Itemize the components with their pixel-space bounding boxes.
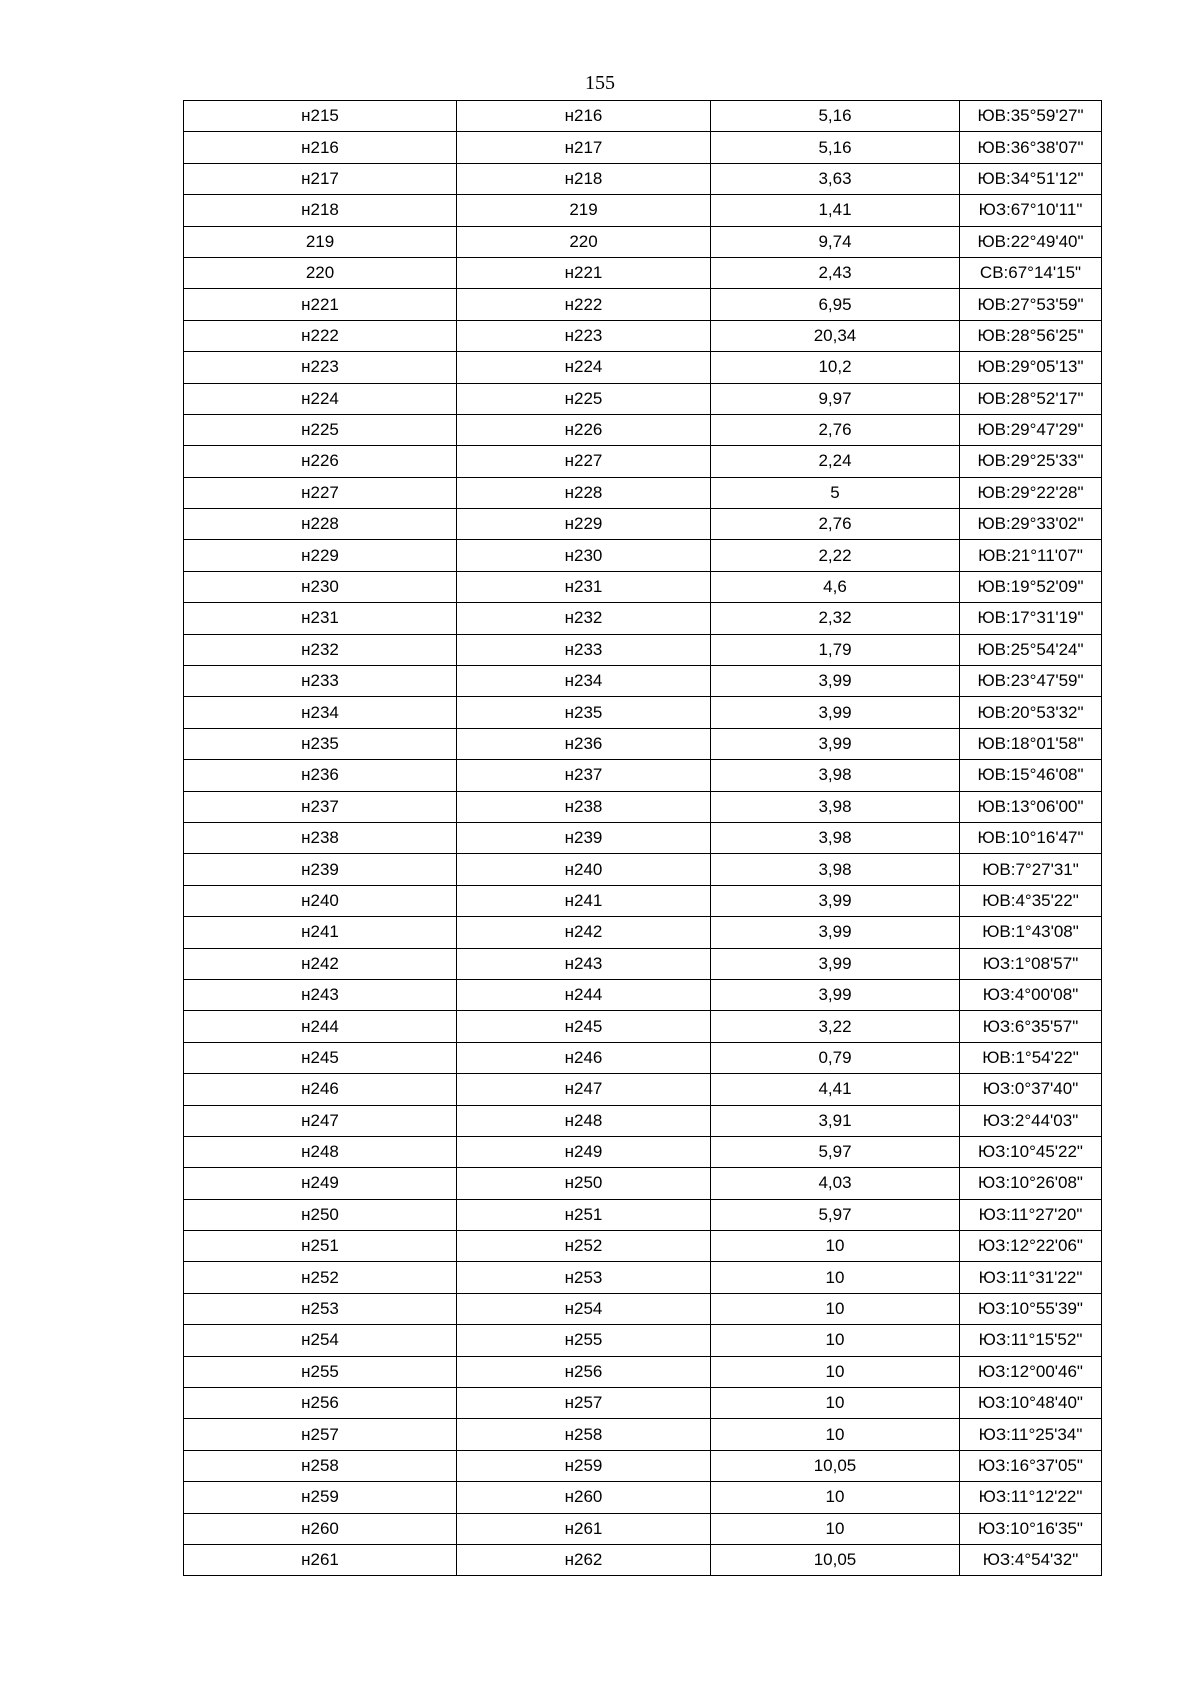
point-to-cell: н254 (457, 1293, 711, 1324)
point-to-cell: н224 (457, 352, 711, 383)
table-row (184, 697, 1102, 728)
point-to-cell: н256 (457, 1356, 711, 1387)
point-to-cell: н226 (457, 414, 711, 445)
table-row (184, 446, 1102, 477)
distance-cell: 4,6 (711, 571, 960, 602)
table-row (184, 1419, 1102, 1450)
table-row (184, 1168, 1102, 1199)
point-to-cell: н249 (457, 1136, 711, 1167)
boundary-table (183, 100, 1102, 1576)
table-row (184, 414, 1102, 445)
bearing-cell: ЮЗ:11°31'22" (960, 1262, 1102, 1293)
distance-cell: 9,97 (711, 383, 960, 414)
point-from-cell: н260 (184, 1513, 457, 1544)
point-from-cell: н256 (184, 1388, 457, 1419)
table-row (184, 289, 1102, 320)
point-from-cell: н227 (184, 477, 457, 508)
distance-cell: 6,95 (711, 289, 960, 320)
bearing-cell: ЮЗ:0°37'40" (960, 1074, 1102, 1105)
table-row (184, 195, 1102, 226)
point-to-cell: н221 (457, 257, 711, 288)
bearing-cell: ЮВ:4°35'22" (960, 885, 1102, 916)
table-row (184, 101, 1102, 132)
point-from-cell: н239 (184, 854, 457, 885)
distance-cell: 9,74 (711, 226, 960, 257)
distance-cell: 3,98 (711, 854, 960, 885)
table-row (184, 163, 1102, 194)
distance-cell: 2,22 (711, 540, 960, 571)
point-from-cell: н229 (184, 540, 457, 571)
bearing-cell: ЮВ:29°22'28" (960, 477, 1102, 508)
point-from-cell: н224 (184, 383, 457, 414)
bearing-cell: ЮВ:25°54'24" (960, 634, 1102, 665)
table-row (184, 383, 1102, 414)
point-from-cell: н238 (184, 822, 457, 853)
table-row (184, 1325, 1102, 1356)
point-to-cell: н217 (457, 132, 711, 163)
point-from-cell: н249 (184, 1168, 457, 1199)
distance-cell: 10,2 (711, 352, 960, 383)
distance-cell: 10 (711, 1231, 960, 1262)
point-to-cell: н233 (457, 634, 711, 665)
point-from-cell: 219 (184, 226, 457, 257)
point-from-cell: н257 (184, 1419, 457, 1450)
point-to-cell: н258 (457, 1419, 711, 1450)
distance-cell: 3,98 (711, 760, 960, 791)
distance-cell: 5,97 (711, 1199, 960, 1230)
distance-cell: 3,99 (711, 885, 960, 916)
bearing-cell: ЮВ:28°56'25" (960, 320, 1102, 351)
point-to-cell: н262 (457, 1544, 711, 1575)
distance-cell: 3,63 (711, 163, 960, 194)
distance-cell: 2,76 (711, 414, 960, 445)
point-to-cell: н257 (457, 1388, 711, 1419)
bearing-cell: ЮВ:18°01'58" (960, 728, 1102, 759)
point-to-cell: н222 (457, 289, 711, 320)
bearing-cell: ЮВ:1°54'22" (960, 1042, 1102, 1073)
distance-cell: 4,03 (711, 1168, 960, 1199)
table-row (184, 132, 1102, 163)
distance-cell: 3,99 (711, 666, 960, 697)
point-from-cell: н253 (184, 1293, 457, 1324)
point-from-cell: н250 (184, 1199, 457, 1230)
point-to-cell: н236 (457, 728, 711, 759)
distance-cell: 10,05 (711, 1450, 960, 1481)
point-from-cell: н261 (184, 1544, 457, 1575)
point-from-cell: н237 (184, 791, 457, 822)
table-row (184, 509, 1102, 540)
point-to-cell: н227 (457, 446, 711, 477)
distance-cell: 2,24 (711, 446, 960, 477)
point-from-cell: н255 (184, 1356, 457, 1387)
point-from-cell: н217 (184, 163, 457, 194)
bearing-cell: ЮВ:21°11'07" (960, 540, 1102, 571)
bearing-cell: ЮЗ:12°22'06" (960, 1231, 1102, 1262)
point-from-cell: н223 (184, 352, 457, 383)
point-to-cell: н251 (457, 1199, 711, 1230)
distance-cell: 4,41 (711, 1074, 960, 1105)
table-row (184, 822, 1102, 853)
distance-cell: 10 (711, 1388, 960, 1419)
point-to-cell: н240 (457, 854, 711, 885)
table-row (184, 1544, 1102, 1575)
point-to-cell: н252 (457, 1231, 711, 1262)
bearing-cell: ЮЗ:10°45'22" (960, 1136, 1102, 1167)
table-row (184, 948, 1102, 979)
point-to-cell: н250 (457, 1168, 711, 1199)
point-from-cell: н242 (184, 948, 457, 979)
point-to-cell: н225 (457, 383, 711, 414)
table-row (184, 1450, 1102, 1481)
distance-cell: 3,22 (711, 1011, 960, 1042)
table-row (184, 226, 1102, 257)
distance-cell: 2,43 (711, 257, 960, 288)
point-from-cell: н225 (184, 414, 457, 445)
point-to-cell: н260 (457, 1482, 711, 1513)
point-from-cell: н221 (184, 289, 457, 320)
point-to-cell: н218 (457, 163, 711, 194)
table-row (184, 1388, 1102, 1419)
point-from-cell: н244 (184, 1011, 457, 1042)
point-to-cell: н231 (457, 571, 711, 602)
point-to-cell: н247 (457, 1074, 711, 1105)
point-to-cell: н243 (457, 948, 711, 979)
bearing-cell: ЮВ:10°16'47" (960, 822, 1102, 853)
bearing-cell: ЮЗ:11°27'20" (960, 1199, 1102, 1230)
table-row (184, 603, 1102, 634)
distance-cell: 1,41 (711, 195, 960, 226)
table-row (184, 1513, 1102, 1544)
table-row (184, 634, 1102, 665)
bearing-cell: ЮЗ:1°08'57" (960, 948, 1102, 979)
table-row (184, 760, 1102, 791)
table-row (184, 728, 1102, 759)
table-row (184, 1293, 1102, 1324)
point-from-cell: н254 (184, 1325, 457, 1356)
point-from-cell: н236 (184, 760, 457, 791)
point-from-cell: н243 (184, 979, 457, 1010)
distance-cell: 2,32 (711, 603, 960, 634)
bearing-cell: ЮВ:20°53'32" (960, 697, 1102, 728)
bearing-cell: ЮВ:35°59'27" (960, 101, 1102, 132)
point-to-cell: н248 (457, 1105, 711, 1136)
point-to-cell: н230 (457, 540, 711, 571)
distance-cell: 3,98 (711, 822, 960, 853)
point-to-cell: н242 (457, 917, 711, 948)
bearing-cell: ЮЗ:11°12'22" (960, 1482, 1102, 1513)
bearing-cell: ЮЗ:10°26'08" (960, 1168, 1102, 1199)
point-from-cell: н246 (184, 1074, 457, 1105)
bearing-cell: ЮЗ:10°48'40" (960, 1388, 1102, 1419)
point-to-cell: н223 (457, 320, 711, 351)
distance-cell: 3,91 (711, 1105, 960, 1136)
distance-cell: 3,99 (711, 948, 960, 979)
table-row (184, 854, 1102, 885)
table-row (184, 1105, 1102, 1136)
bearing-cell: ЮЗ:67°10'11" (960, 195, 1102, 226)
point-to-cell: н244 (457, 979, 711, 1010)
bearing-cell: ЮВ:19°52'09" (960, 571, 1102, 602)
point-from-cell: н226 (184, 446, 457, 477)
bearing-cell: ЮЗ:11°15'52" (960, 1325, 1102, 1356)
bearing-cell: ЮВ:7°27'31" (960, 854, 1102, 885)
distance-cell: 5,16 (711, 132, 960, 163)
point-to-cell: н261 (457, 1513, 711, 1544)
point-to-cell: 220 (457, 226, 711, 257)
bearing-cell: ЮВ:23°47'59" (960, 666, 1102, 697)
table-row (184, 257, 1102, 288)
point-from-cell: н215 (184, 101, 457, 132)
point-from-cell: н233 (184, 666, 457, 697)
table-row (184, 1074, 1102, 1105)
point-from-cell: н235 (184, 728, 457, 759)
bearing-cell: ЮВ:28°52'17" (960, 383, 1102, 414)
bearing-cell: ЮЗ:6°35'57" (960, 1011, 1102, 1042)
table-row (184, 917, 1102, 948)
point-to-cell: н255 (457, 1325, 711, 1356)
bearing-cell: ЮЗ:16°37'05" (960, 1450, 1102, 1481)
point-to-cell: н253 (457, 1262, 711, 1293)
table-row (184, 791, 1102, 822)
table-row (184, 1199, 1102, 1230)
point-to-cell: н235 (457, 697, 711, 728)
distance-cell: 3,99 (711, 728, 960, 759)
point-from-cell: н216 (184, 132, 457, 163)
point-from-cell: н222 (184, 320, 457, 351)
table-row (184, 1231, 1102, 1262)
table-row (184, 1136, 1102, 1167)
bearing-cell: ЮВ:36°38'07" (960, 132, 1102, 163)
table-row (184, 885, 1102, 916)
table-row (184, 666, 1102, 697)
bearing-cell: ЮВ:34°51'12" (960, 163, 1102, 194)
bearing-cell: ЮВ:27°53'59" (960, 289, 1102, 320)
bearing-cell: ЮЗ:12°00'46" (960, 1356, 1102, 1387)
table-row (184, 1011, 1102, 1042)
bearing-cell: ЮВ:22°49'40" (960, 226, 1102, 257)
table-row (184, 979, 1102, 1010)
point-from-cell: н240 (184, 885, 457, 916)
bearing-cell: ЮВ:15°46'08" (960, 760, 1102, 791)
point-to-cell: 219 (457, 195, 711, 226)
table-row (184, 1042, 1102, 1073)
table-row (184, 1356, 1102, 1387)
point-to-cell: н238 (457, 791, 711, 822)
distance-cell: 10,05 (711, 1544, 960, 1575)
table-row (184, 571, 1102, 602)
point-from-cell: н230 (184, 571, 457, 602)
point-from-cell: 220 (184, 257, 457, 288)
distance-cell: 10 (711, 1325, 960, 1356)
point-from-cell: н252 (184, 1262, 457, 1293)
point-from-cell: н259 (184, 1482, 457, 1513)
table-row (184, 477, 1102, 508)
bearing-cell: ЮЗ:4°54'32" (960, 1544, 1102, 1575)
point-to-cell: н239 (457, 822, 711, 853)
distance-cell: 5,16 (711, 101, 960, 132)
distance-cell: 1,79 (711, 634, 960, 665)
point-to-cell: н229 (457, 509, 711, 540)
bearing-cell: ЮВ:17°31'19" (960, 603, 1102, 634)
point-from-cell: н247 (184, 1105, 457, 1136)
distance-cell: 10 (711, 1513, 960, 1544)
point-to-cell: н234 (457, 666, 711, 697)
point-from-cell: н231 (184, 603, 457, 634)
point-to-cell: н245 (457, 1011, 711, 1042)
point-from-cell: н245 (184, 1042, 457, 1073)
bearing-cell: ЮВ:29°25'33" (960, 446, 1102, 477)
distance-cell: 3,99 (711, 917, 960, 948)
point-from-cell: н251 (184, 1231, 457, 1262)
distance-cell: 10 (711, 1419, 960, 1450)
table-row (184, 1482, 1102, 1513)
bearing-cell: ЮЗ:11°25'34" (960, 1419, 1102, 1450)
bearing-cell: ЮВ:13°06'00" (960, 791, 1102, 822)
distance-cell: 3,99 (711, 979, 960, 1010)
bearing-cell: ЮВ:29°47'29" (960, 414, 1102, 445)
table-row (184, 1262, 1102, 1293)
point-from-cell: н218 (184, 195, 457, 226)
distance-cell: 0,79 (711, 1042, 960, 1073)
point-to-cell: н237 (457, 760, 711, 791)
point-to-cell: н228 (457, 477, 711, 508)
bearing-cell: ЮЗ:4°00'08" (960, 979, 1102, 1010)
distance-cell: 10 (711, 1356, 960, 1387)
table-row (184, 540, 1102, 571)
point-from-cell: н248 (184, 1136, 457, 1167)
page-number: 155 (585, 72, 615, 94)
table-body (184, 101, 1102, 1576)
distance-cell: 20,34 (711, 320, 960, 351)
distance-cell: 10 (711, 1482, 960, 1513)
bearing-cell: ЮВ:29°05'13" (960, 352, 1102, 383)
point-from-cell: н234 (184, 697, 457, 728)
point-from-cell: н241 (184, 917, 457, 948)
point-to-cell: н259 (457, 1450, 711, 1481)
distance-cell: 10 (711, 1262, 960, 1293)
distance-cell: 5,97 (711, 1136, 960, 1167)
distance-cell: 5 (711, 477, 960, 508)
point-from-cell: н258 (184, 1450, 457, 1481)
distance-cell: 2,76 (711, 509, 960, 540)
bearing-cell: ЮВ:29°33'02" (960, 509, 1102, 540)
bearing-cell: СВ:67°14'15" (960, 257, 1102, 288)
bearing-cell: ЮВ:1°43'08" (960, 917, 1102, 948)
bearing-cell: ЮЗ:10°55'39" (960, 1293, 1102, 1324)
point-to-cell: н232 (457, 603, 711, 634)
point-from-cell: н228 (184, 509, 457, 540)
point-to-cell: н216 (457, 101, 711, 132)
distance-cell: 3,98 (711, 791, 960, 822)
bearing-cell: ЮЗ:2°44'03" (960, 1105, 1102, 1136)
distance-cell: 3,99 (711, 697, 960, 728)
table-row (184, 352, 1102, 383)
point-from-cell: н232 (184, 634, 457, 665)
bearing-cell: ЮЗ:10°16'35" (960, 1513, 1102, 1544)
point-to-cell: н241 (457, 885, 711, 916)
distance-cell: 10 (711, 1293, 960, 1324)
point-to-cell: н246 (457, 1042, 711, 1073)
table-row (184, 320, 1102, 351)
